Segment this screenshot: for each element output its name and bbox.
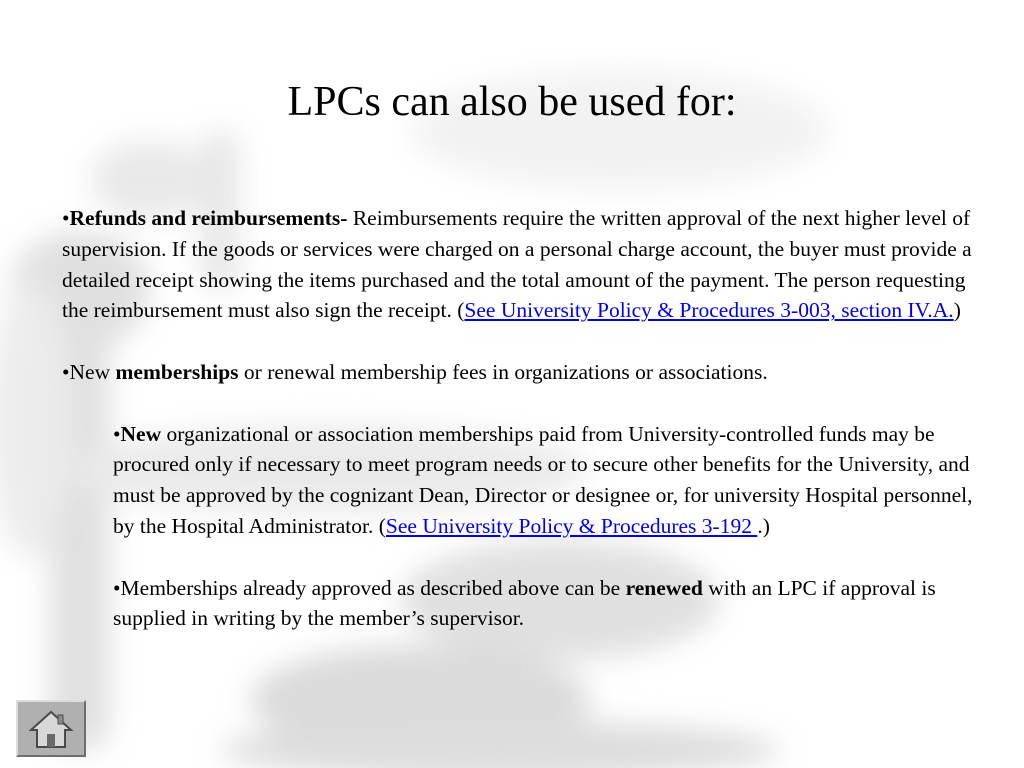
slide-body [62,203,997,634]
memberships-bold: memberships [115,359,239,384]
new-body: organizational or association memberships paid from University-controlled funds may be procured only if necessary to meet program needs or to secure other benefits for the University, and must be approved by the cognizant Dean, Director or designee or, for university Hospital personnel, by the Hospital Administrator. ( [113,421,973,538]
slide-title: LPCs can also be used for: [287,79,737,125]
renewed-memberships-paragraph [113,573,993,635]
bullet: • [62,359,70,384]
memberships-body: or renewal membership fees in organizations or associations. [238,359,768,384]
renewed-prefix: Memberships already approved as described above can be [120,575,626,600]
refunds-body: Reimbursements require the written approval of the next higher level of supervision. If the goods or services were charged on a personal charge account, the buyer must provide a detailed receipt showing the items purchased and the total amount of the payment. The person requesting the reimbursement must also sign the receipt. ( [62,206,972,323]
bullet: • [113,421,121,446]
refunds-closing: ) [953,298,961,323]
spacer [62,542,997,573]
new-bold: New [120,421,162,446]
new-closing: .) [757,513,770,538]
home-icon [28,709,74,749]
spacer [62,388,997,419]
spacer [62,326,997,357]
bullet: • [113,575,121,600]
renewed-body: with an LPC if approval is supplied in writing by the member’s supervisor. [113,575,936,631]
new-memberships-paragraph [113,419,993,542]
memberships-prefix: New [69,359,116,384]
refunds-paragraph [62,203,997,326]
refunds-heading: Refunds and reimbursements- [69,206,348,230]
policy-3-192-link[interactable]: See University Policy & Procedures 3-192 [385,513,758,538]
bullet: • [62,206,70,230]
home-button[interactable] [16,700,86,757]
policy-3-003-link[interactable]: See University Policy & Procedures 3-003, section IV.A. [464,298,954,323]
memberships-paragraph [62,357,997,388]
renewed-bold: renewed [625,575,703,600]
